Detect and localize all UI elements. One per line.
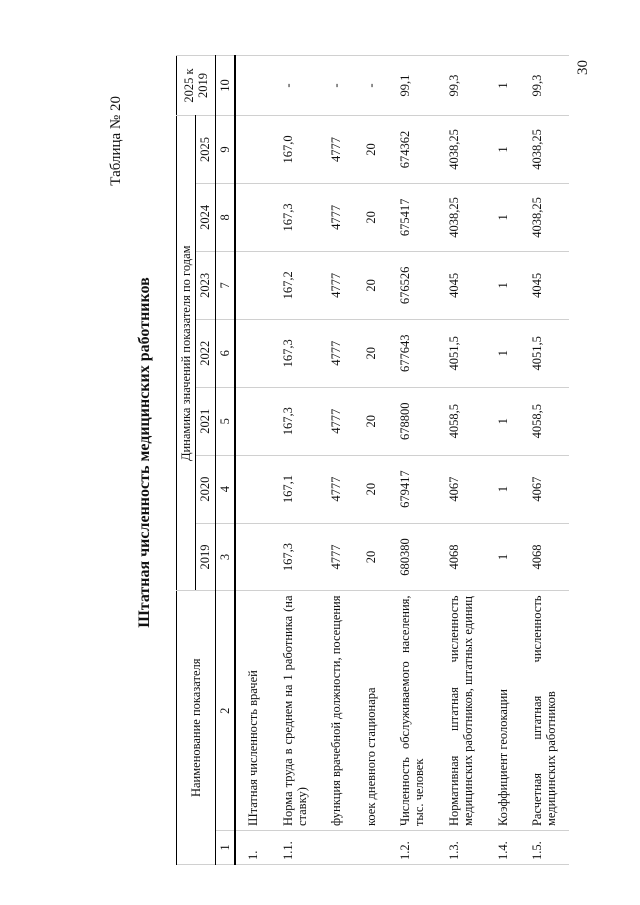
row-value: 1 xyxy=(486,319,520,387)
row-value: 20 xyxy=(354,387,388,455)
column-number: 5 xyxy=(215,387,235,455)
column-number: 7 xyxy=(215,251,235,319)
row-value: 680380 xyxy=(388,523,437,591)
table-row xyxy=(319,56,353,865)
table-row xyxy=(437,56,486,865)
table-title: Штатная численность медицинских работников xyxy=(136,277,153,628)
header-year: 2023 xyxy=(196,251,215,319)
row-value: 167,3 xyxy=(271,387,320,455)
row-value: 167,0 xyxy=(271,116,320,184)
row-ratio: - xyxy=(354,56,388,116)
row-value: 4058,5 xyxy=(520,387,569,455)
row-value: 4777 xyxy=(319,183,353,251)
column-number: 10 xyxy=(215,56,235,116)
row-number xyxy=(354,831,388,865)
column-number: 3 xyxy=(215,523,235,591)
row-value: 4038,25 xyxy=(520,116,569,184)
row-value: 4038,25 xyxy=(437,183,486,251)
table-row xyxy=(235,56,270,865)
row-value: 20 xyxy=(354,251,388,319)
row-number: 1.4. xyxy=(486,831,520,865)
row-ratio: - xyxy=(271,56,320,116)
column-number: 4 xyxy=(215,455,235,523)
row-value: 675417 xyxy=(388,183,437,251)
row-value: 1 xyxy=(486,251,520,319)
row-number xyxy=(319,831,353,865)
row-number: 1.1. xyxy=(271,831,320,865)
row-value: 4068 xyxy=(520,523,569,591)
column-number: 8 xyxy=(215,183,235,251)
row-value: 679417 xyxy=(388,455,437,523)
row-name: Коэффициент геолокации xyxy=(486,591,520,831)
row-value xyxy=(235,523,270,591)
page-number: 30 xyxy=(575,60,591,75)
table-label: Таблица № 20 xyxy=(108,96,124,186)
row-value: 20 xyxy=(354,319,388,387)
header-year: 2021 xyxy=(196,387,215,455)
row-name: Штатная численность врачей xyxy=(235,591,270,831)
column-number: 1 xyxy=(215,831,235,865)
row-value: 4045 xyxy=(437,251,486,319)
row-name: Норма труда в среднем на 1 работника (на ставку) xyxy=(271,591,320,831)
row-value: 4045 xyxy=(520,251,569,319)
column-number: 2 xyxy=(215,591,235,831)
column-number: 6 xyxy=(215,319,235,387)
row-value: 4777 xyxy=(319,251,353,319)
table-row xyxy=(486,56,520,865)
row-value: 676526 xyxy=(388,251,437,319)
row-value: 167,2 xyxy=(271,251,320,319)
row-value: 674362 xyxy=(388,116,437,184)
row-ratio: 99,3 xyxy=(437,56,486,116)
header-year: 2019 xyxy=(196,523,215,591)
staffing-table xyxy=(176,55,569,865)
row-number: 1.3. xyxy=(437,831,486,865)
row-ratio xyxy=(235,56,270,116)
column-number: 9 xyxy=(215,116,235,184)
row-value: 678800 xyxy=(388,387,437,455)
row-ratio: 1 xyxy=(486,56,520,116)
row-value: 167,1 xyxy=(271,455,320,523)
row-value: 4777 xyxy=(319,523,353,591)
header-dynamics: Динамика значений показателя по годам xyxy=(177,116,196,591)
row-value: 20 xyxy=(354,116,388,184)
row-value xyxy=(235,116,270,184)
table-row xyxy=(520,56,569,865)
row-number: 1.5. xyxy=(520,831,569,865)
row-value: 4777 xyxy=(319,116,353,184)
row-number: 1.2. xyxy=(388,831,437,865)
row-number: 1. xyxy=(235,831,270,865)
row-value xyxy=(235,319,270,387)
row-value: 1 xyxy=(486,387,520,455)
row-value: 4777 xyxy=(319,455,353,523)
row-value: 4777 xyxy=(319,319,353,387)
row-value: 1 xyxy=(486,455,520,523)
table-row xyxy=(388,56,437,865)
row-value xyxy=(235,251,270,319)
row-value: 167,3 xyxy=(271,319,320,387)
row-value: 20 xyxy=(354,523,388,591)
header-year: 2020 xyxy=(196,455,215,523)
header-year: 2024 xyxy=(196,183,215,251)
row-value: 20 xyxy=(354,183,388,251)
row-value: 4051,5 xyxy=(437,319,486,387)
row-name: Численность обслуживаемого населения, тыс. человек xyxy=(388,591,437,831)
row-value: 1 xyxy=(486,523,520,591)
header-year: 2025 xyxy=(196,116,215,184)
row-value: 1 xyxy=(486,183,520,251)
row-value: 20 xyxy=(354,455,388,523)
row-value: 4068 xyxy=(437,523,486,591)
row-ratio: 99,3 xyxy=(520,56,569,116)
row-value: 4051,5 xyxy=(520,319,569,387)
header-ratio: 2025 к 2019 xyxy=(177,56,216,116)
row-value: 677643 xyxy=(388,319,437,387)
row-value: 4777 xyxy=(319,387,353,455)
row-value: 4067 xyxy=(520,455,569,523)
row-value: 4038,25 xyxy=(437,116,486,184)
table-row xyxy=(354,56,388,865)
row-name: Расчетная штатная численность медицинских работников xyxy=(520,591,569,831)
row-name: функция врачебной должности, посещения xyxy=(319,591,353,831)
row-name: коек дневного стационара xyxy=(354,591,388,831)
row-value: 4067 xyxy=(437,455,486,523)
row-value: 4038,25 xyxy=(520,183,569,251)
row-value: 1 xyxy=(486,116,520,184)
row-value: 167,3 xyxy=(271,183,320,251)
row-ratio: 99,1 xyxy=(388,56,437,116)
row-value xyxy=(235,455,270,523)
row-value xyxy=(235,183,270,251)
table-row xyxy=(271,56,320,865)
row-name: Нормативная штатная численность медицинских работников, штатных единиц xyxy=(437,591,486,831)
header-year: 2022 xyxy=(196,319,215,387)
row-ratio: - xyxy=(319,56,353,116)
row-value xyxy=(235,387,270,455)
header-indicator-name: Наименование показателя xyxy=(177,591,216,865)
row-value: 4058,5 xyxy=(437,387,486,455)
row-value: 167,3 xyxy=(271,523,320,591)
